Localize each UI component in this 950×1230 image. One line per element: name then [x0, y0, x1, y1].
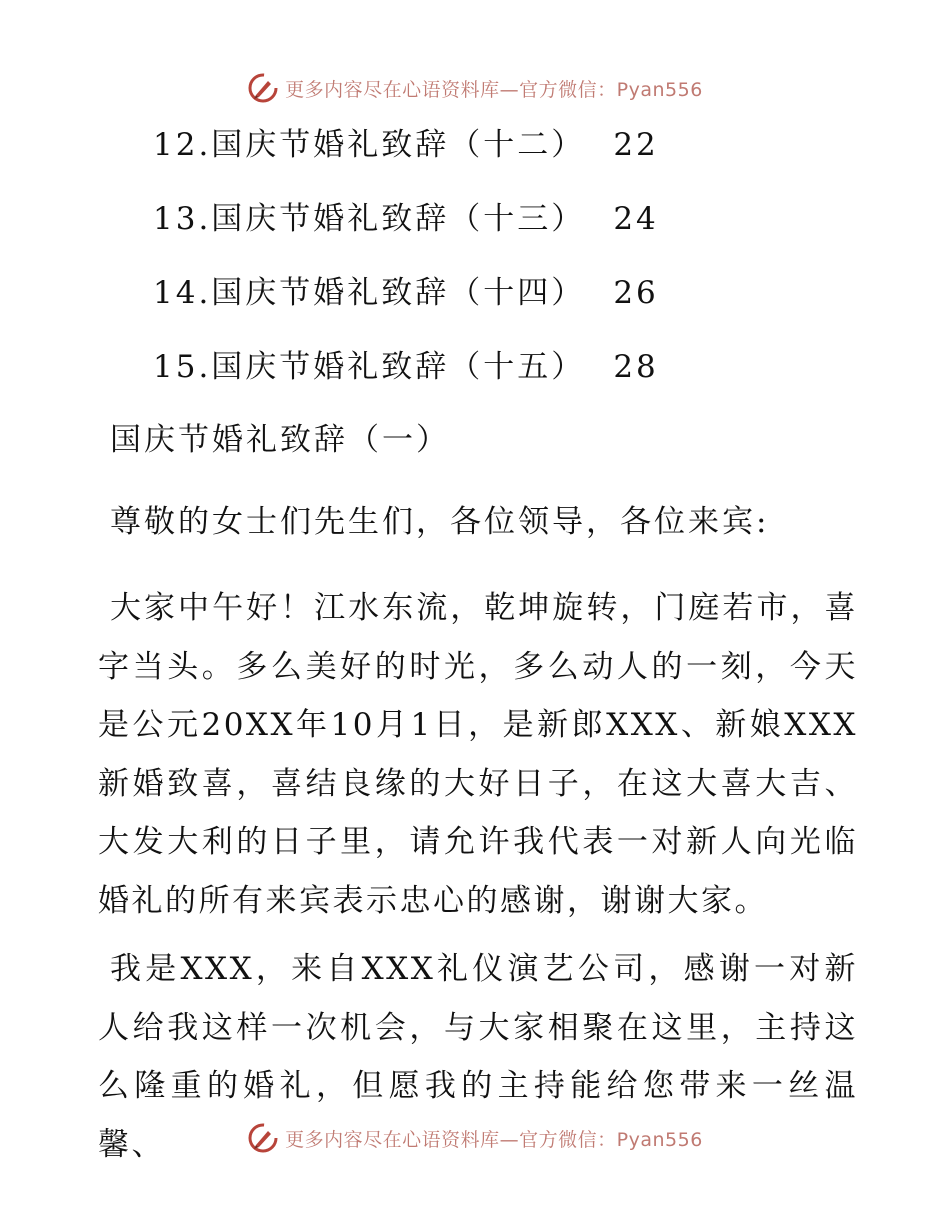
toc-item[interactable] — [153, 268, 659, 342]
pen-logo-icon — [247, 72, 279, 104]
table-of-contents — [153, 120, 659, 416]
salutation: 尊敬的女士们先生们，各位领导，各位来宾: — [110, 504, 770, 540]
toc-item-title: 14.国庆节婚礼致辞（十四） — [153, 275, 586, 311]
body-paragraph: 大家中午好！江水东流，乾坤旋转，门庭若市，喜字当头。多么美好的时光，多么动人的一刻，今天是公元20XX年10月1日，是新郎XXX、新娘XXX新婚致喜，喜结良缘的大好日子，在这大喜大吉、大发大利的日子里，请允许我代表一对新人向光临婚礼的所有来宾表示忠心的感谢，谢谢大家。 — [98, 590, 858, 919]
toc-item-title: 12.国庆节婚礼致辞（十二） — [153, 127, 586, 163]
header-watermark — [0, 72, 950, 104]
toc-item-page: 24 — [613, 201, 659, 237]
toc-item-page: 28 — [613, 349, 659, 385]
toc-item-title: 15.国庆节婚礼致辞（十五） — [153, 349, 586, 385]
toc-item[interactable] — [153, 194, 659, 268]
body-paragraph: 我是XXX，来自XXX礼仪演艺公司，感谢一对新人给我这样一次机会，与大家相聚在这里，主持这么隆重的婚礼，但愿我的主持能给您带来一丝温馨、 — [98, 951, 858, 1163]
toc-item[interactable] — [153, 342, 659, 416]
watermark-text: 更多内容尽在心语资料库—官方微信：Pyan556 — [285, 78, 703, 101]
toc-item-page: 22 — [613, 127, 659, 163]
pen-logo-icon — [247, 1122, 279, 1154]
footer-watermark — [0, 1122, 950, 1154]
toc-item-title: 13.国庆节婚礼致辞（十三） — [153, 201, 586, 237]
toc-item[interactable] — [153, 120, 659, 194]
toc-item-page: 26 — [613, 275, 659, 311]
section-heading: 国庆节婚礼致辞（一） — [110, 422, 450, 458]
watermark-text: 更多内容尽在心语资料库—官方微信：Pyan556 — [285, 1128, 703, 1151]
document-body — [98, 415, 858, 1184]
